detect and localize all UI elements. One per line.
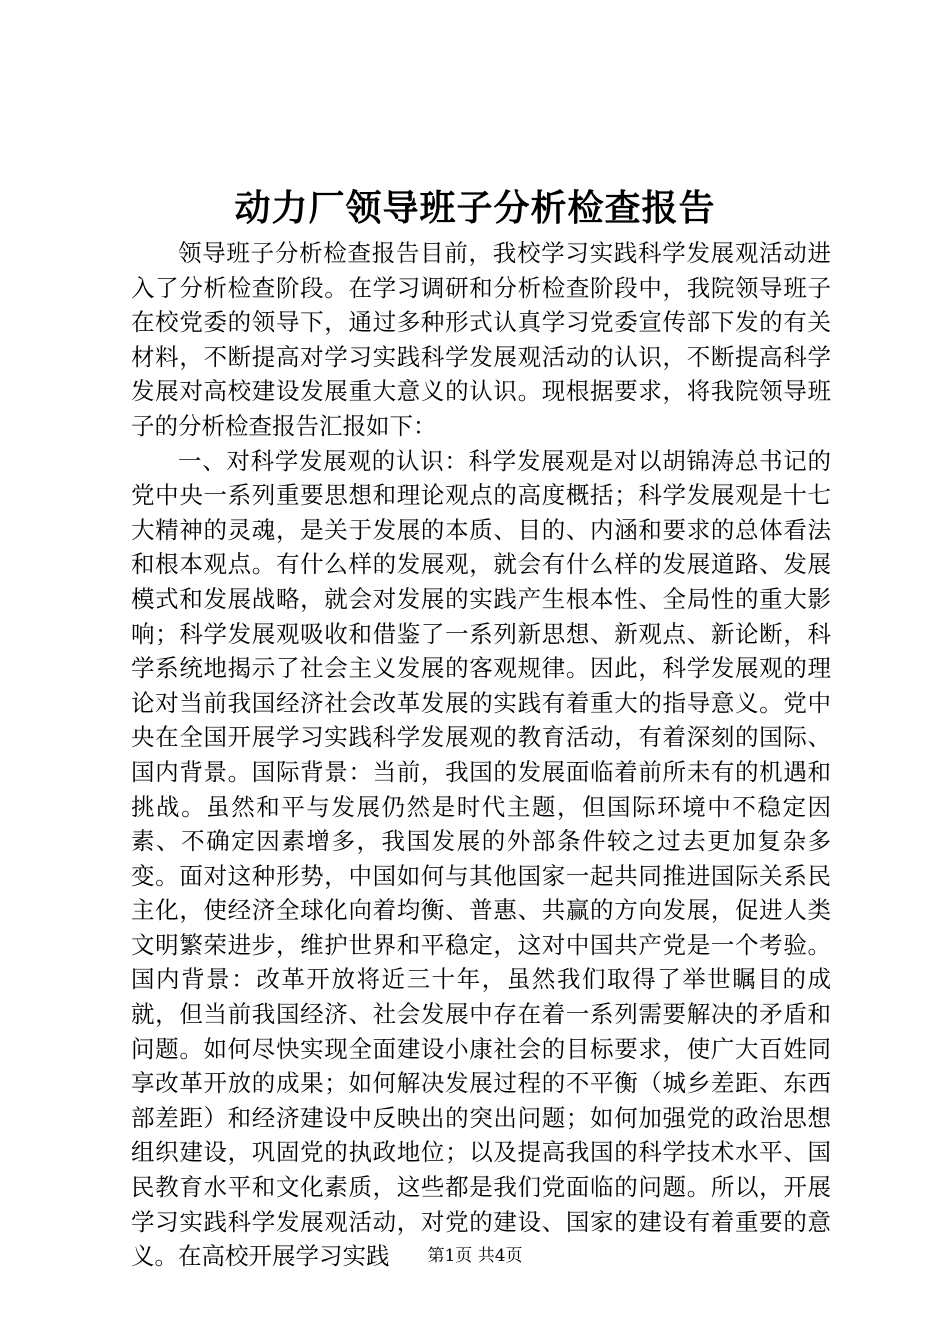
paragraph-section-1: 一、对科学发展观的认识：科学发展观是对以胡锦涛总书记的党中央一系列重要思想和理论观点的高度概括；科学发展观是十七大精神的灵魂，是关于发展的本质、目的、内涵和要求的总体看法和根本观点。有什么样的发展观，就会有什么样的发展道路、发展模式和发展战略，就会对发展的实践产生根本性、全局性的重大影响；科学发展观吸收和借鉴了一系列新思想、新观点、新论断，科学系统地揭示了社会主义发展的客观规律。因此，科学发展观的理论对当前我国经济社会改革发展的实践有着重大的指导意义。党中央在全国开展学习实践科学发展观的教育活动，有着深刻的国际、国内背景。国际背景：当前，我国的发展面临着前所未有的机遇和挑战。虽然和平与发展仍然是时代主题，但国际环境中不稳定因素、不确定因素增多，我国发展的外部条件较之过去更加复杂多变。面对这种形势，中国如何与其他国家一起共同推进国际关系民主化，使经济全球化向着均衡、普惠、共赢的方向发展，促进人类文明繁荣进步，维护世界和平稳定，这对中国共产党是一个考验。国内背景：改革开放将近三十年，虽然我们取得了举世瞩目的成就，但当前我国经济、社会发展中存在着一系列需要解决的矛盾和问题。如何尽快实现全面建设小康社会的目标要求，使广大百姓同享改革开放的成果；如何解决发展过程的不平衡（城乡差距、东西部差距）和经济建设中反映出的突出问题；如何加强党的政治思想组织建设，巩固党的执政地位；以及提高我国的科学技术水平、国民教育水平和文化素质，这些都是我们党面临的问题。所以，开展学习实践科学发展观活动，对党的建设、国家的建设有着重要的意义。在高校开展学习实践 [131, 446, 831, 1271]
document-body [131, 236, 831, 1274]
paragraph-intro: 领导班子分析检查报告目前，我校学习实践科学发展观活动进入了分析检查阶段。在学习调研和分析检查阶段中，我院领导班子在校党委的领导下，通过多种形式认真学习党委宣传部下发的有关材料，不断提高对学习实践科学发展观活动的认识，不断提高科学发展对高校建设发展重大意义的认识。现根据要求，将我院领导班子的分析检查报告汇报如下： [131, 239, 831, 440]
page-footer: 第1页 共4页 [427, 1246, 523, 1266]
document-title: 动力厂领导班子分析检查报告 [234, 187, 716, 229]
